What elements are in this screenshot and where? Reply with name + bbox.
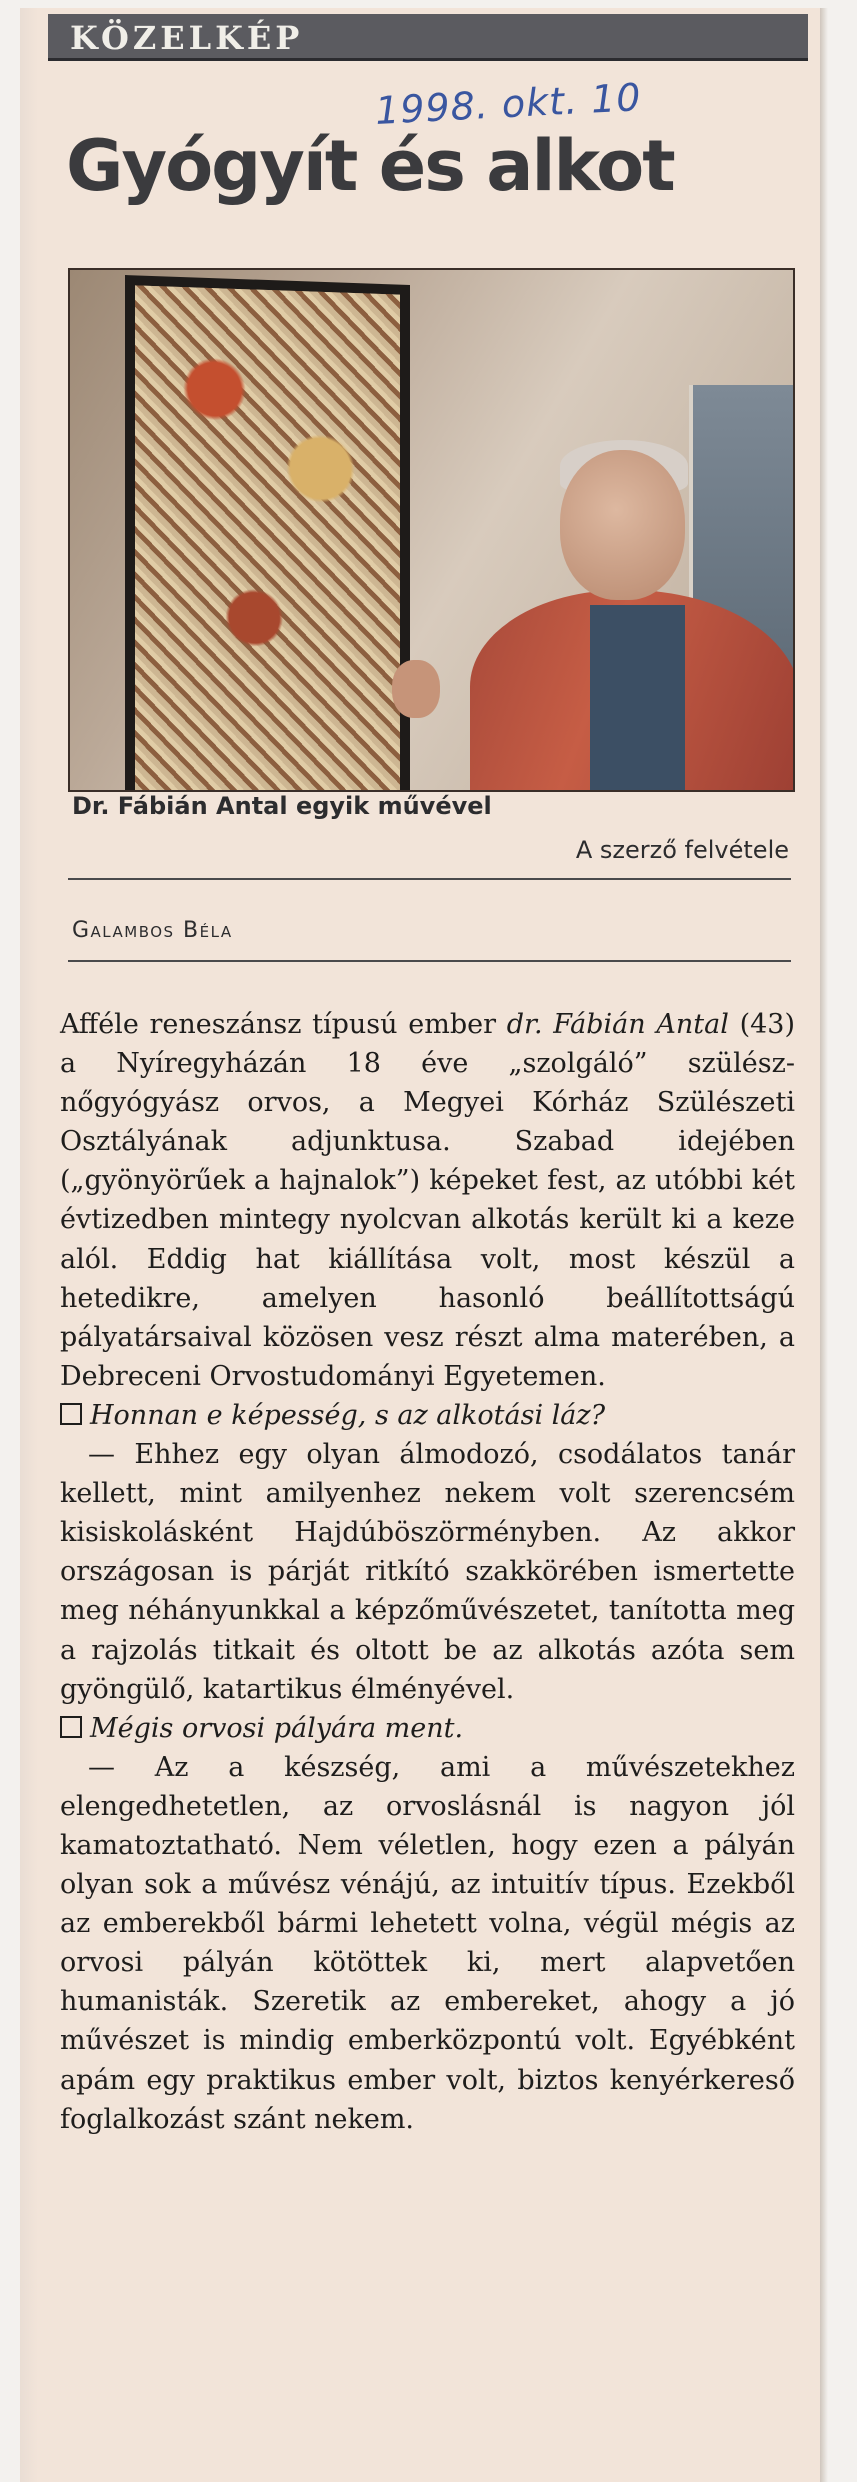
article-body <box>60 1005 795 2139</box>
section-kicker <box>48 14 808 61</box>
headline: Gyógyít és alkot <box>66 125 674 207</box>
question-2: Mégis orvosi pályára ment. <box>60 1709 795 1748</box>
article-photo <box>68 268 795 792</box>
divider-top <box>68 878 791 880</box>
divider-bottom <box>68 960 791 962</box>
painting <box>125 275 410 792</box>
man-shirt <box>590 605 685 792</box>
question-1: Honnan e képesség, s az alkotási láz? <box>60 1396 795 1435</box>
square-bullet-icon <box>60 1403 82 1425</box>
intro-paragraph <box>60 1005 795 1396</box>
intro-text-rest: (43) a Nyíregyházán 18 éve „szolgáló” szülész-nőgyógyász orvos, a Megyei Kórház Szülészeti Osztályának adjunktusa. Szabad idejében („gyönyörűek a hajnalok”) képeket fest, az utóbbi két évtizedben mintegy nyolcvan alkotás került ki a keze alól. Eddig hat kiállítása volt, most készül a hetedikre, amelyen hasonló beállítottságú pályatársaival közösen vesz részt alma materében, a Debreceni Orvostudományi Egyetemen. <box>60 1009 795 1392</box>
author-byline: Galambos Béla <box>72 918 233 943</box>
man-hand <box>392 660 440 718</box>
intro-text: Afféle reneszánsz típusú ember <box>60 1009 507 1040</box>
square-bullet-icon <box>60 1716 82 1738</box>
paper-edge <box>820 8 828 2482</box>
photo-credit: A szerző felvétele <box>575 836 789 864</box>
photo-caption: Dr. Fábián Antal egyik művével <box>72 792 492 820</box>
answer-1: — Ehhez egy olyan álmodozó, csodálatos tanár kellett, mint amilyenhez nekem volt szerencsém kisiskolásként Hajdúböszörményben. Az akkor országosan is párját ritkító szakkörében ismertette meg néhányunkkal a képzőművészetet, tanította meg a rajzolás titkait és oltott be az alkotás azóta sem gyöngülő, katartikus élményével. <box>60 1439 795 1705</box>
intro-name: dr. Fábián Antal <box>506 1009 729 1040</box>
man-face <box>560 450 685 600</box>
answer-2: — Az a készség, ami a művészetekhez elengedhetetlen, az orvoslásnál is nagyon jól kamatoztatható. Nem véletlen, hogy ezen a pályán olyan sok a művész vénájú, az intuitív típus. Ezekből az emberekből bármi lehetett volna, végül mégis az orvosi pályán kötöttek ki, mert alapvetően humanisták. Szeretik az embereket, ahogy a jó művészet is mindig emberközpontú volt. Egyébként apám egy praktikus ember volt, biztos kenyérkereső foglalkozást szánt nekem. <box>60 1751 795 2135</box>
handwritten-date: 1998. okt. 10 <box>374 75 643 133</box>
section-kicker-label: KÖZELKÉP <box>70 19 304 57</box>
